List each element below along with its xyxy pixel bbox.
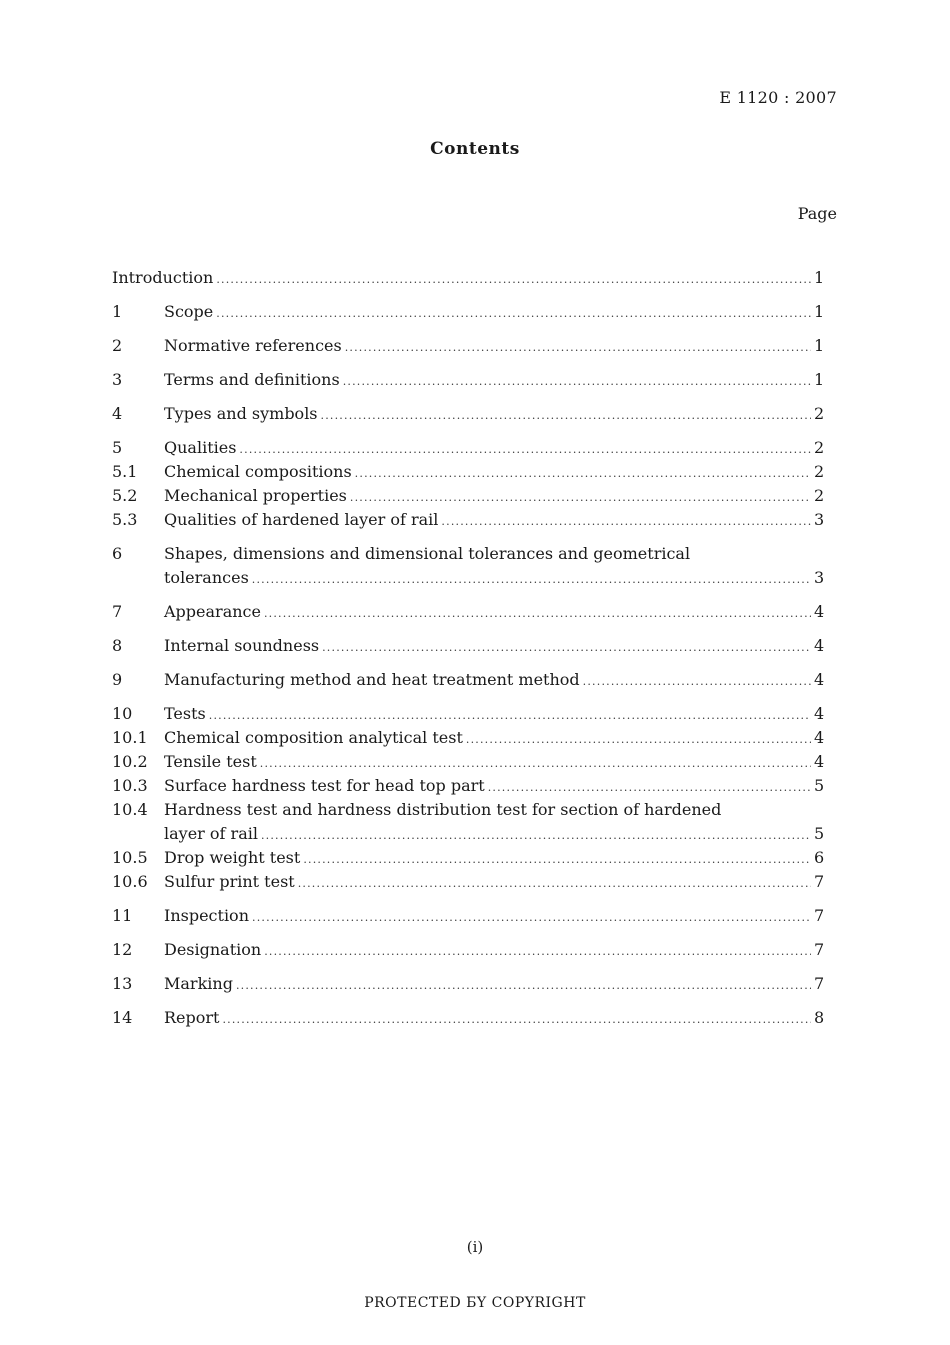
copyright-notice: PROTECTED БY COPYRIGHT [364, 1295, 586, 1311]
dot-leader [583, 670, 811, 694]
toc-entry-number: 7 [112, 602, 123, 621]
dot-leader [322, 636, 811, 660]
toc-entry-title: Marking [164, 974, 233, 993]
toc-entry-number: 6 [112, 544, 123, 563]
dot-leader [264, 602, 811, 626]
toc-entry-title: Shapes, dimensions and dimensional tolerances and geometrical [164, 544, 691, 563]
toc-entry-types-and-symbols[interactable] [112, 402, 824, 426]
toc-entry-title: Report [164, 1008, 220, 1027]
dot-leader [216, 302, 811, 326]
toc-entry-qualities[interactable] [112, 436, 824, 460]
table-of-contents [112, 266, 824, 1030]
toc-entry-title: Mechanical properties [164, 486, 347, 505]
toc-entry-number: 9 [112, 670, 123, 689]
toc-entry-title: Surface hardness test for head top part [164, 776, 485, 795]
toc-entry-hardness-distribution-test-cont[interactable] [112, 822, 824, 846]
toc-entry-number: 10.4 [112, 800, 148, 819]
toc-entry-hardness-distribution-test[interactable] [112, 798, 824, 822]
toc-entry-number: 2 [112, 336, 123, 355]
dot-leader [350, 486, 811, 510]
toc-entry-title: layer of rail [164, 824, 258, 843]
toc-entry-page: 3 [814, 568, 825, 587]
toc-entry-page: 7 [814, 906, 825, 925]
toc-entry-page: 7 [814, 872, 825, 891]
dot-leader [355, 462, 811, 486]
toc-entry-number: 4 [112, 404, 123, 423]
toc-entry-page: 5 [814, 824, 825, 843]
dot-leader [260, 752, 811, 776]
toc-entry-title: Drop weight test [164, 848, 301, 867]
toc-entry-page: 4 [814, 636, 825, 655]
toc-entry-page: 4 [814, 602, 825, 621]
toc-entry-normative-references[interactable] [112, 334, 824, 358]
dot-leader [209, 704, 811, 728]
toc-entry-page: 1 [814, 370, 825, 389]
toc-entry-chemical-analytical-test[interactable] [112, 726, 824, 750]
toc-entry-number: 5 [112, 438, 123, 457]
toc-entry-scope[interactable] [112, 300, 824, 324]
toc-entry-page: 4 [814, 704, 825, 723]
dot-leader [222, 1008, 811, 1032]
toc-entry-title: Tests [164, 704, 206, 723]
document-id: E 1120 : 2007 [719, 88, 837, 107]
toc-entry-page: 2 [814, 438, 825, 457]
toc-entry-shapes-dimensions[interactable] [112, 542, 824, 566]
dot-leader [252, 906, 811, 930]
toc-entry-title: Types and symbols [164, 404, 318, 423]
page-number: (i) [466, 1238, 484, 1256]
toc-entry-title: Qualities [164, 438, 237, 457]
dot-leader [252, 568, 811, 592]
toc-entry-page: 3 [814, 510, 825, 529]
toc-entry-surface-hardness-test[interactable] [112, 774, 824, 798]
page-title: Contents [430, 139, 520, 159]
toc-entry-title: Sulfur print test [164, 872, 295, 891]
toc-entry-number: 11 [112, 906, 133, 925]
toc-entry-title: tolerances [164, 568, 249, 587]
toc-entry-title: Scope [164, 302, 214, 321]
toc-entry-mechanical-properties[interactable] [112, 484, 824, 508]
toc-entry-page: 7 [814, 940, 825, 959]
toc-entry-introduction[interactable] [112, 266, 824, 290]
toc-entry-number: 5.3 [112, 510, 138, 529]
dot-leader [236, 974, 811, 998]
toc-entry-page: 1 [814, 336, 825, 355]
dot-leader [345, 336, 811, 360]
toc-entry-tests[interactable] [112, 702, 824, 726]
toc-entry-number: 8 [112, 636, 123, 655]
toc-entry-page: 1 [814, 268, 825, 287]
toc-entry-page: 1 [814, 302, 825, 321]
toc-entry-hardened-layer-qualities[interactable] [112, 508, 824, 532]
toc-entry-appearance[interactable] [112, 600, 824, 624]
toc-entry-title: Tensile test [164, 752, 257, 771]
toc-entry-title: Internal soundness [164, 636, 320, 655]
toc-entry-page: 2 [814, 462, 825, 481]
toc-entry-title: Designation [164, 940, 262, 959]
dot-leader [321, 404, 811, 428]
dot-leader [466, 728, 811, 752]
toc-entry-title: Appearance [164, 602, 261, 621]
toc-entry-page: 6 [814, 848, 825, 867]
toc-entry-shapes-dimensions-cont[interactable] [112, 566, 824, 590]
toc-entry-page: 4 [814, 728, 825, 747]
toc-entry-number: 10.5 [112, 848, 148, 867]
toc-entry-page: 8 [814, 1008, 825, 1027]
dot-leader [264, 940, 811, 964]
dot-leader [343, 370, 811, 394]
dot-leader [303, 848, 811, 872]
toc-entry-number: 5.1 [112, 462, 138, 481]
toc-entry-marking[interactable] [112, 972, 824, 996]
toc-entry-title: Terms and definitions [164, 370, 340, 389]
dot-leader [298, 872, 811, 896]
toc-entry-title: Manufacturing method and heat treatment method [164, 670, 580, 689]
toc-entry-manufacturing-method[interactable] [112, 668, 824, 692]
toc-entry-title: Introduction [112, 268, 214, 287]
dot-leader [441, 510, 811, 534]
toc-entry-number: 10.3 [112, 776, 148, 795]
toc-entry-chemical-compositions[interactable] [112, 460, 824, 484]
toc-entry-number: 10 [112, 704, 133, 723]
toc-entry-title: Chemical compositions [164, 462, 352, 481]
toc-entry-title: Inspection [164, 906, 249, 925]
toc-entry-designation[interactable] [112, 938, 824, 962]
toc-entry-title: Normative references [164, 336, 342, 355]
toc-entry-title: Chemical composition analytical test [164, 728, 463, 747]
page-column-label: Page [797, 204, 837, 223]
toc-entry-title: Hardness test and hardness distribution test for section of hardened [164, 800, 722, 819]
toc-entry-title: Qualities of hardened layer of rail [164, 510, 439, 529]
toc-entry-number: 10.2 [112, 752, 148, 771]
dot-leader [261, 824, 811, 848]
toc-entry-inspection[interactable] [112, 904, 824, 928]
toc-entry-number: 10.1 [112, 728, 148, 747]
toc-entry-page: 4 [814, 752, 825, 771]
toc-entry-number: 5.2 [112, 486, 138, 505]
toc-entry-page: 5 [814, 776, 825, 795]
toc-entry-terms-and-definitions[interactable] [112, 368, 824, 392]
toc-entry-page: 2 [814, 404, 825, 423]
dot-leader [488, 776, 811, 800]
toc-entry-tensile-test[interactable] [112, 750, 824, 774]
toc-entry-page: 4 [814, 670, 825, 689]
toc-entry-number: 10.6 [112, 872, 148, 891]
dot-leader [216, 268, 811, 292]
toc-entry-number: 3 [112, 370, 123, 389]
toc-entry-page: 7 [814, 974, 825, 993]
toc-entry-sulfur-print-test[interactable] [112, 870, 824, 894]
toc-entry-number: 14 [112, 1008, 133, 1027]
dot-leader [239, 438, 811, 462]
toc-entry-internal-soundness[interactable] [112, 634, 824, 658]
toc-entry-number: 1 [112, 302, 123, 321]
toc-entry-report[interactable] [112, 1006, 824, 1030]
toc-entry-drop-weight-test[interactable] [112, 846, 824, 870]
toc-entry-number: 12 [112, 940, 133, 959]
toc-entry-number: 13 [112, 974, 133, 993]
toc-entry-page: 2 [814, 486, 825, 505]
